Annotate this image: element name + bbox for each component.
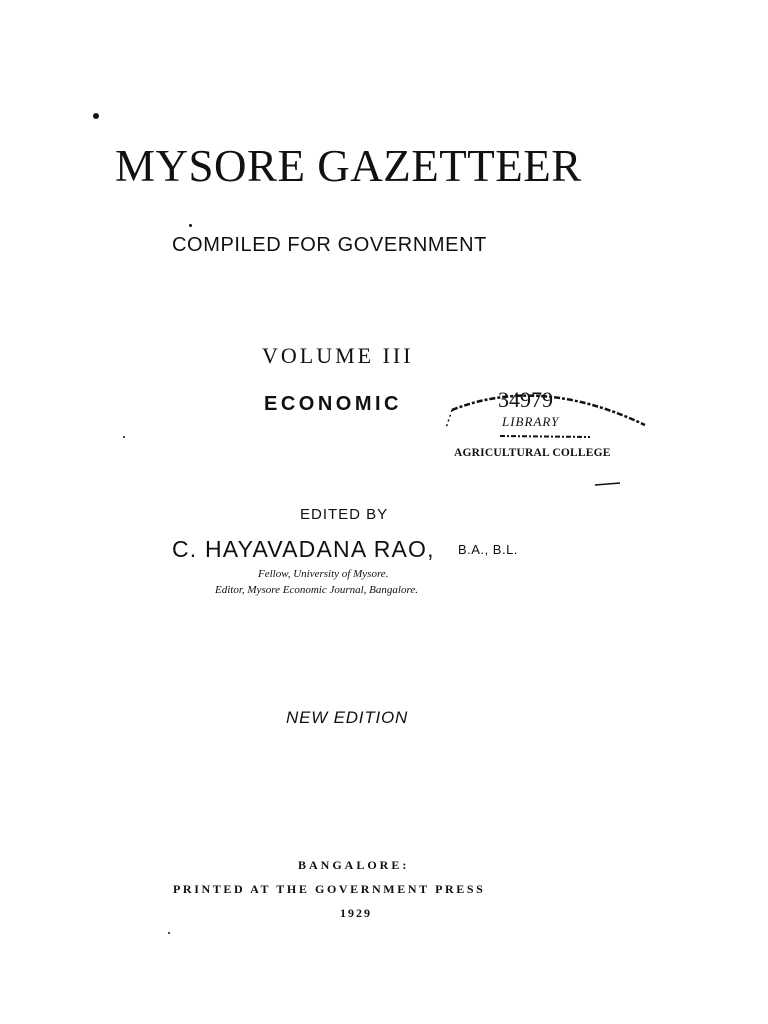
ink-speck [93,113,99,119]
subtitle: COMPILED FOR GOVERNMENT [172,234,487,256]
stamp-rule [500,436,590,437]
stamp-tail [595,483,620,485]
editor-affiliation: Editor, Mysore Economic Journal, Bangalore. [215,584,418,596]
imprint-press: PRINTED AT THE GOVERNMENT PRESS [173,882,486,896]
imprint-year: 1929 [340,906,372,920]
ink-speck [168,932,170,934]
stamp-arc-left [446,410,452,428]
stamp-number: 34979 [498,387,553,412]
section-label: ECONOMIC [264,393,402,415]
edited-by-label: EDITED BY [300,506,389,523]
editor-name: C. HAYAVADANA RAO, [172,536,435,562]
book-title: MYSORE GAZETTEER [115,141,582,191]
volume-label: VOLUME III [262,343,414,368]
stamp-college: AGRICULTURAL COLLEGE [454,447,611,459]
editor-affiliation: Fellow, University of Mysore. [258,568,389,580]
imprint-city: BANGALORE: [298,858,410,872]
stamp-library: LIBRARY [502,414,560,429]
editor-degrees: B.A., B.L. [458,542,518,557]
ink-speck [189,224,192,227]
library-stamp [440,380,650,490]
ink-speck [123,436,125,438]
edition-label: NEW EDITION [286,708,409,727]
